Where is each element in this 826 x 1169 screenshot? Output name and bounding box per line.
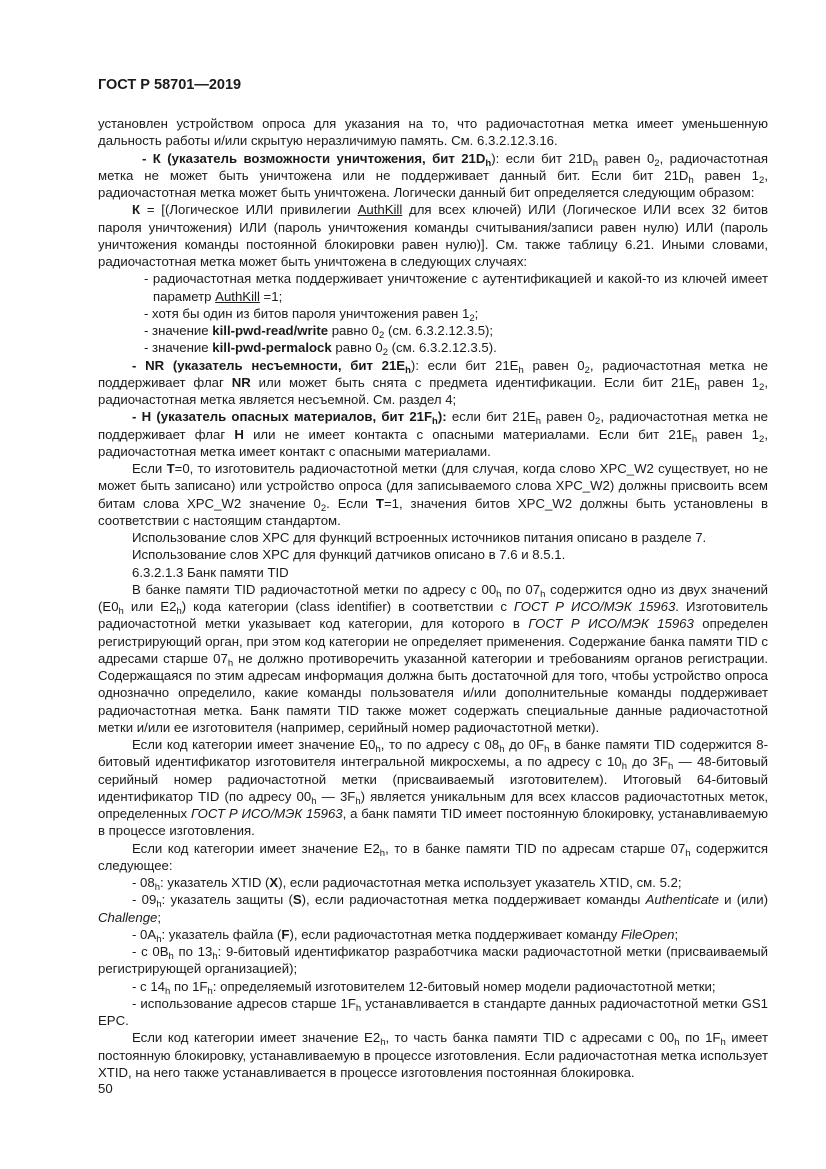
paragraph-xpc-sensors: Использование слов XPC для функций датчиков описано в 7.6 и 8.5.1.	[132, 547, 566, 563]
list-item: - $09_h$: указатель защиты (S), если радиочастотная метка поддерживает команды Authenticate и (или) Challenge;	[98, 892, 769, 925]
paragraph-nr-bit: - NR (указатель несъемности, бит $21E_h$): если бит $21E_h$ равен $0_2$, радиочастотная метка не поддерживает флаг NR или может быть снята с предмета идентификации. Если бит $21E_h$ равен $1_2$, радиочастотная метка является несъемной. См. раздел 4;	[98, 357, 768, 407]
list-item: - $08_h$: указатель XTID (X), если радиочастотная метка использует указатель XTID, см. 5.2;	[132, 875, 682, 893]
paragraph-xpc-power: Использование слов XPC для функций встроенных источников питания описано в разделе 7.	[132, 530, 707, 545]
paragraph-h-bit: - Н (указатель опасных материалов, бит $21F_h$): если бит $21E_h$ равен $0_2$, радиочастотная метка не поддерживает флаг Н или не имеет контакта с опасными материалами. Если бит $21E_h$ равен $1_2$, радиочастотная метка имеет контакт с опасными материалами.	[98, 409, 768, 459]
list-item: - с $14_h$ по $1F_h$: определяемый изготовителем 12-битовый номер модели радиочастотной метки;	[132, 978, 716, 997]
list-item: - использование адресов старше $1F_h$ устанавливается в стандарте данных радиочастотной метки GS1 EPC.	[98, 995, 768, 1028]
paragraph-e0-class: Если код категории имеет значение $E0_h$, то по адресу с $08_h$ до $0F_h$ в банке памяти TID содержится 8-битовый идентификатор изготовителя интегральной микросхемы, а по адресу с $10_h$ до $3F_h$ — 48-битовый серийный номер радиочастотной метки (присваиваемый изготовителем). Итоговый 64-битовый идентификатор TID (по адресу $00_h$ — $3F_h$) является уникальным для всех классов радиочастотных меток, определенных ГОСТ Р ИСО/МЭК 15963, а банк памяти TID имеет постоянную блокировку, устанавливаемую в процессе изготовления.	[98, 737, 768, 839]
paragraph-e2-lock: Если код категории имеет значение $E2_h$, то часть банка памяти TID с адресами с $00_h$ по $1F_h$ имеет постоянную блокировку, устанавливаемую в процессе изготовления. Если радиочастотная метка использует XTID, на него также устанавливается в процессе изготовления постоянная блокировка.	[98, 1030, 768, 1080]
list-item: - радиочастотная метка поддерживает уничтожение с аутентификацией и какой-то из ключей имеет параметр AuthKill =1;	[144, 271, 768, 304]
paragraph-t-bit: Если T=0, то изготовитель радиочастотной метки (для случая, когда слово XPC_W2 существует, но не может быть записано) или устройство опроса (для записываемого слова XPC_W2) должны присвоить всем битам слова XPC_W2 значение $0_2$. Если T=1, значения битов XPC_W2 должны быть установлены в соответствии с настоящим стандартом.	[98, 461, 769, 528]
paragraph-k-formula: К = [(Логическое ИЛИ привилегии AuthKill для всех ключей) ИЛИ (Логическое ИЛИ всех 32 битов пароля уничтожения) ИЛИ (пароль уничтожения команды считывания/записи равен нулю) ИЛИ (пароль уничтожения команды постоянной блокировки равен нулю)]. См. также таблицу 6.21. Иными словами, радиочастотная метка может быть уничтожена в следующих случаях:	[98, 202, 768, 269]
paragraph-continuation: установлен устройством опроса для указания на то, что радиочастотная метка имеет уменьшенную дальность работы и/или скрытую неразличимую память. См. 6.3.2.12.3.16.	[98, 116, 768, 149]
list-item: - значение kill-pwd-permalock равно $0_2$ (см. 6.3.2.12.3.5).	[144, 340, 497, 359]
list-item: - $0A_h$: указатель файла (F), если радиочастотная метка поддерживает команду FileOpen;	[132, 926, 679, 945]
body-text	[98, 115, 768, 1081]
section-heading: 6.3.2.1.3 Банк памяти TID	[132, 564, 289, 580]
list-item: - с $0B_h$ по $13_h$: 9-битовый идентификатор разработчика маски радиочастотной метки (присваиваемый регистрирующей организацией);	[98, 944, 768, 977]
list-item: - значение kill-pwd-read/write равно $0_2$ (см. 6.3.2.12.3.5);	[144, 323, 494, 341]
page-number: 50	[98, 1081, 113, 1096]
paragraph-tid-bank: В банке памяти TID радиочастотной метки по адресу с $00_h$ по $07_h$ содержится одно из двух значений ($E0_h$ или $E2_h$) кода категории (class identifier) в соответствии с ГОСТ Р ИСО/МЭК 15963. Изготовитель радиочастотной метки указывает код категории, для которого в ГОСТ Р ИСО/МЭК 15963 определен регистрирующий орган, при этом код категории не определяет применения. Содержание банка памяти TID с адресами старше $07_h$ не должно противоречить указанной категории и требованиям органов регистрации. Содержащаяся по этим адресам информация должна быть достаточной для того, чтобы устройство опроса однозначно определило, какие команды пользователя и/или дополнительные команды поддерживает радиочастотная метка. Банк памяти TID также может содержать специальные данные радиочастотной метки и/или ее изготовителя (например, серийный номер радиочастотной метки).	[98, 581, 769, 735]
page-header-title: ГОСТ Р 58701—2019	[98, 77, 242, 93]
paragraph-k-bit: - К (указатель возможности уничтожения, бит $21D_h$): если бит $21D_h$ равен $0_2$, радиочастотная метка не может быть уничтожена или не поддерживает данный бит. Если бит $21D_h$ равен $1_2$, радиочастотная метка может быть уничтожена. Логически данный бит определяется следующим образом:	[98, 150, 768, 200]
list-item: - хотя бы один из битов пароля уничтожения равен $1_2$;	[144, 305, 479, 324]
paragraph-e2-class: Если код категории имеет значение $E2_h$, то в банке памяти TID по адресам старше $07_h$ содержится следующее:	[98, 840, 768, 873]
